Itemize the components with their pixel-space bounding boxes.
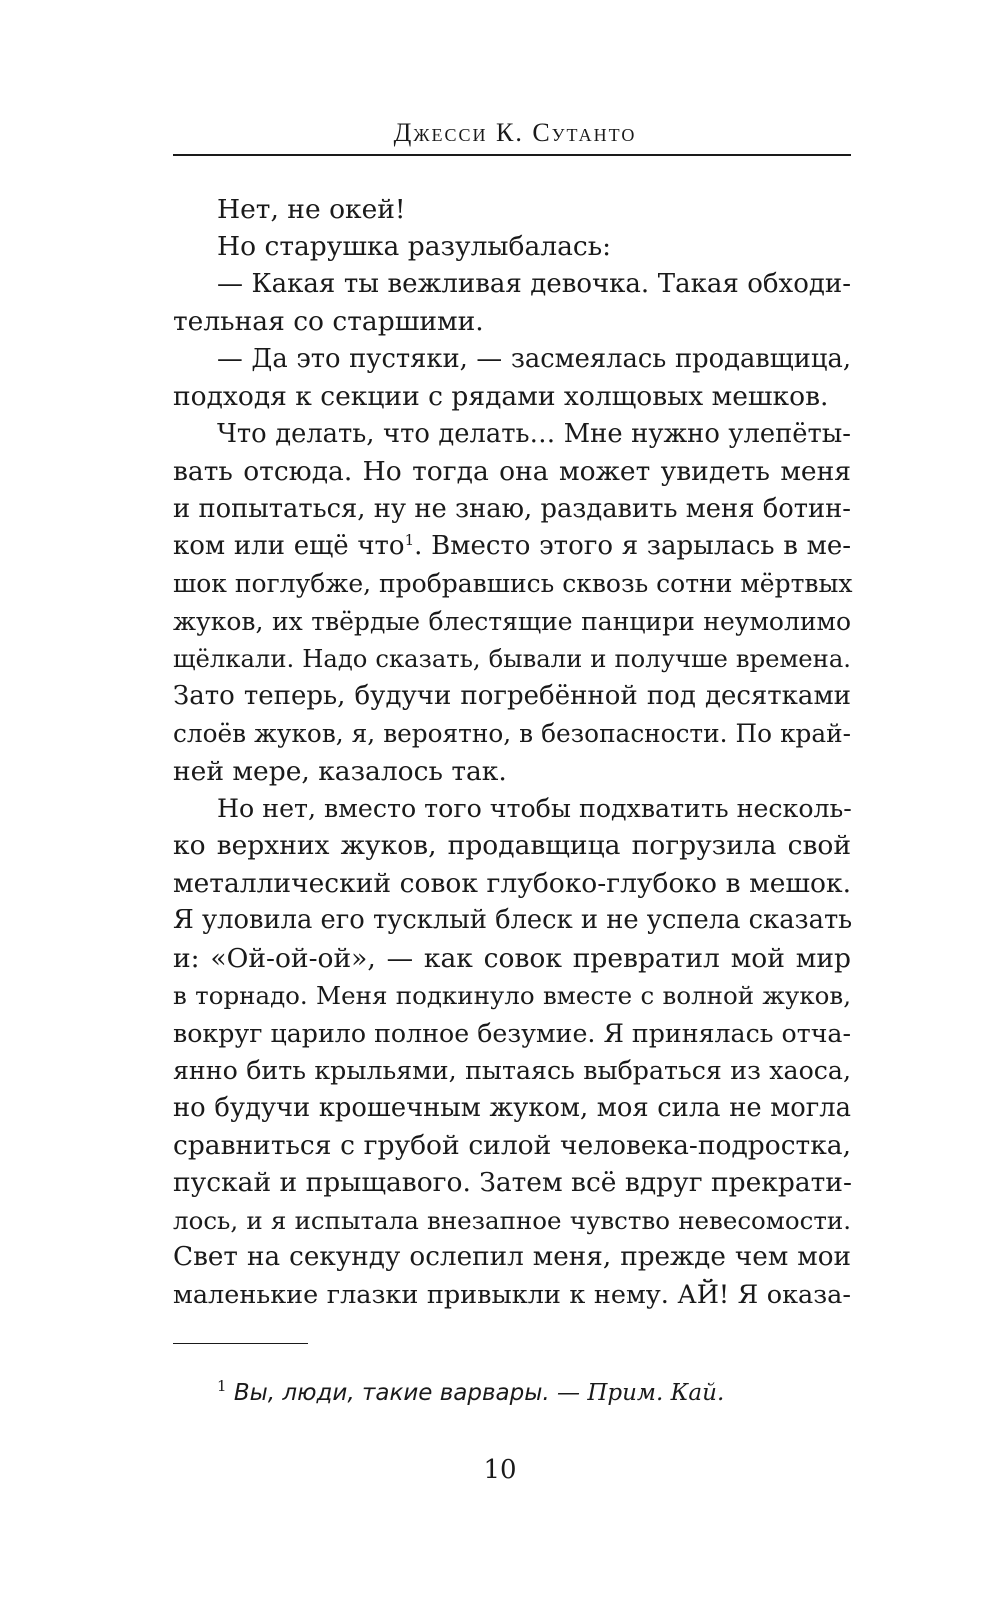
footnote-marker: 1 [217, 1377, 227, 1395]
text-line [173, 191, 851, 228]
text-line-content: тельная со старшими. [173, 306, 484, 338]
text-line-content: ком или ещё что [173, 530, 405, 561]
footnote-reference: 1 [404, 530, 415, 549]
text-line [173, 266, 851, 303]
body-text [173, 191, 851, 1314]
page-number: 10 [483, 1455, 517, 1485]
text-line [173, 715, 851, 752]
text-line-content: маленькие глазки привыкли к нему. АЙ! Я оказа- [173, 1279, 851, 1310]
text-line-content: но будучи крошечным жуком, моя сила не могла [173, 1092, 851, 1123]
text-line [173, 1277, 851, 1314]
text-line [173, 1202, 851, 1239]
text-line-content: металлический совок глубоко-глубоко в мешок. [173, 867, 851, 899]
text-line [173, 378, 851, 415]
text-line-content: Что делать, что делать… Мне нужно улепёты- [217, 418, 851, 449]
text-line [173, 303, 851, 340]
running-head: Джесси К. Сутанто [393, 118, 637, 147]
footnote-attribution: — Прим. Кай. [549, 1380, 725, 1406]
text-line [173, 453, 851, 490]
text-line [173, 753, 851, 790]
text-line [173, 1127, 851, 1164]
text-line [173, 678, 851, 715]
text-line [173, 1090, 851, 1127]
text-line [173, 228, 851, 265]
text-line [173, 977, 851, 1014]
text-line-content: и попытаться, ну не знаю, раздавить меня ботин- [173, 493, 851, 524]
text-line-content: Свет на секунду ослепил меня, прежде чем мои [173, 1242, 851, 1273]
text-line [173, 603, 851, 640]
text-line-content: — Какая ты вежливая девочка. Такая обходи- [217, 268, 851, 299]
footnote-text: Вы, люди, такие варвары. [233, 1380, 550, 1406]
text-line-content: подходя к секции с рядами холщовых мешков. [173, 381, 829, 413]
header-divider [173, 154, 851, 156]
text-line [173, 865, 851, 902]
text-line-content: ко верхних жуков, продавщица погрузила свой [173, 830, 851, 862]
text-line-content: Но нет, вместо того чтобы подхватить несколь- [217, 794, 852, 823]
text-line [173, 1015, 851, 1052]
text-line [173, 491, 851, 528]
text-line-content: пускай и прыщавого. Затем всё вдруг прекрати- [173, 1167, 852, 1199]
text-line [173, 1052, 851, 1089]
text-line-content: — Да это пустяки, — засмеялась продавщица, [217, 343, 851, 374]
text-line-content: вать отсюда. Но тогда она может увидеть меня [173, 456, 851, 488]
footnote [217, 1378, 724, 1408]
text-line-content: шок поглубже, пробравшись сквозь сотни мёртвых [173, 569, 853, 599]
text-line-content: Зато теперь, будучи погребённой под десятками [173, 680, 851, 711]
text-line-content: в торнадо. Меня подкинуло вместе с волной жуков, [173, 981, 851, 1011]
footnote-divider [173, 1343, 308, 1344]
text-line-content: вокруг царило полное безумие. Я принялась отча- [173, 1018, 851, 1048]
text-line [173, 790, 851, 827]
text-line-content: ней мере, казалось так. [173, 755, 507, 787]
text-line-content: и: «Ой-ой-ой», — как совок превратил мой мир [173, 942, 851, 974]
text-line-content: лось, и я испытала внезапное чувство невесомости. [173, 1205, 851, 1235]
text-line [173, 1164, 851, 1201]
text-line-content: сравниться с грубой силой человека-подростка, [173, 1129, 851, 1161]
text-line-content: щёлкали. Надо сказать, бывали и получше времена. [173, 644, 851, 674]
text-line [173, 416, 851, 453]
text-line-content: янно бить крыльями, пытаясь выбраться из хаоса, [173, 1056, 851, 1086]
text-line-continuation: . Вместо этого я зарылась в ме- [414, 530, 851, 561]
text-line [173, 341, 851, 378]
text-line [173, 565, 851, 602]
text-line [173, 940, 851, 977]
text-line-content: слоёв жуков, я, вероятно, в безопасности. По край- [173, 719, 851, 749]
text-line [173, 827, 851, 864]
text-line [173, 902, 851, 939]
text-line [173, 1239, 851, 1276]
text-line-content: Нет, не окей! [217, 194, 406, 225]
text-line-content: Но старушка разулыбалась: [217, 231, 612, 263]
text-line [173, 640, 851, 677]
text-line [173, 528, 851, 565]
text-line-content: Я уловила его тусклый блеск и не успела сказать [173, 905, 853, 936]
text-line-content: жуков, их твёрдые блестящие панцири неумолимо [173, 606, 851, 636]
